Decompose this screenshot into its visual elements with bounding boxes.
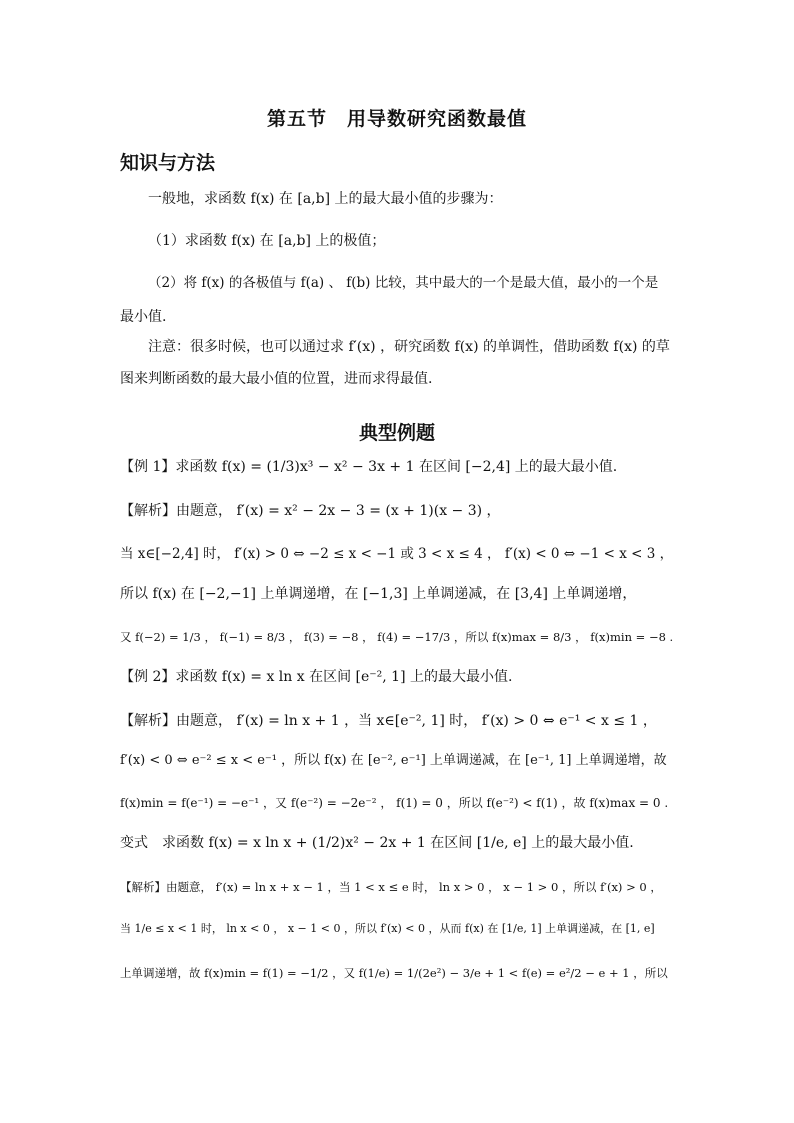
example-1-solution-line-1: 【解析】由题意， f′(x) = x² − 2x − 3 = (x + 1)(x − 3) ， [120,503,501,519]
variant-problem: 变式 求函数 f(x) = x ln x + (1/2)x² − 2x + 1 在区间 [1/e, e] 上的最大最小值. [120,835,634,851]
step-2-line-1: （2）将 f(x) 的各极值与 f(a) 、 f(b) 比较，其中最大的一个是最大值，最小的一个是 [148,275,659,291]
example-2-solution-line-3: f(x)min = f(e⁻¹) = −e⁻¹ ，又 f(e⁻²) = −2e⁻² ， f(1) = 0 ，所以 f(e⁻²) < f(1) ，故 f(x)max = 0 . [120,796,669,810]
section-heading-knowledge: 知识与方法 [120,152,216,174]
step-2-line-2: 最小值. [120,309,167,325]
example-1-problem: 【例 1】求函数 f(x) = (1/3)x³ − x² − 3x + 1 在区间 [−2,4] 上的最大最小值. [120,459,618,475]
note-line-1: 注意：很多时候，也可以通过求 f′(x) ，研究函数 f(x) 的单调性，借助函数 f(x) 的草 [148,339,670,355]
example-1-solution-line-2: 当 x∈[−2,4] 时， f′(x) > 0 ⇔ −2 ≤ x < −1 或 3 < x ≤ 4 ， f′(x) < 0 ⇔ −1 < x < 3 ， [120,546,674,562]
intro-paragraph: 一般地，求函数 f(x) 在 [a,b] 上的最大最小值的步骤为： [148,191,503,207]
variant-solution-line-3: 上单调递增，故 f(x)min = f(1) = −1/2 ，又 f(1/e) = 1/(2e²) − 3/e + 1 < f(e) = e²/2 − e + 1 ，所以 [120,966,668,980]
example-1-solution-line-4: 又 f(−2) = 1/3 ， f(−1) = 8/3 ， f(3) = −8 ， f(4) = −17/3 ，所以 f(x)max = 8/3 ， f(x)min = −8 . [120,630,674,644]
example-1-solution-line-3: 所以 f(x) 在 [−2,−1] 上单调递增，在 [−1,3] 上单调递减，在 [3,4] 上单调递增， [120,586,637,602]
example-2-solution-line-1: 【解析】由题意， f′(x) = ln x + 1 ，当 x∈[e⁻², 1] 时， f′(x) > 0 ⇔ e⁻¹ < x ≤ 1 ， [120,713,657,729]
section-heading-examples: 典型例题 [358,422,435,444]
variant-solution-line-1: 【解析】由题意， f′(x) = ln x + x − 1 ，当 1 < x ≤ e 时， ln x > 0 ， x − 1 > 0 ，所以 f′(x) > 0 ， [120,880,662,894]
variant-solution-line-2: 当 1/e ≤ x < 1 时， ln x < 0 ， x − 1 < 0 ，所以 f′(x) < 0 ，从而 f(x) 在 [1/e, 1] 上单调递减，在 [1, e] [120,922,655,935]
step-1: （1）求函数 f(x) 在 [a,b] 上的极值； [148,233,386,249]
example-2-solution-line-2: f′(x) < 0 ⇔ e⁻² ≤ x < e⁻¹ ，所以 f(x) 在 [e⁻², e⁻¹] 上单调递减，在 [e⁻¹, 1] 上单调递增，故 [120,753,667,768]
page-title: 第五节 用导数研究函数最值 [266,108,527,130]
example-2-problem: 【例 2】求函数 f(x) = x ln x 在区间 [e⁻², 1] 上的最大最小值. [120,669,513,685]
note-line-2: 图来判断函数的最大最小值的位置，进而求得最值. [120,371,433,387]
